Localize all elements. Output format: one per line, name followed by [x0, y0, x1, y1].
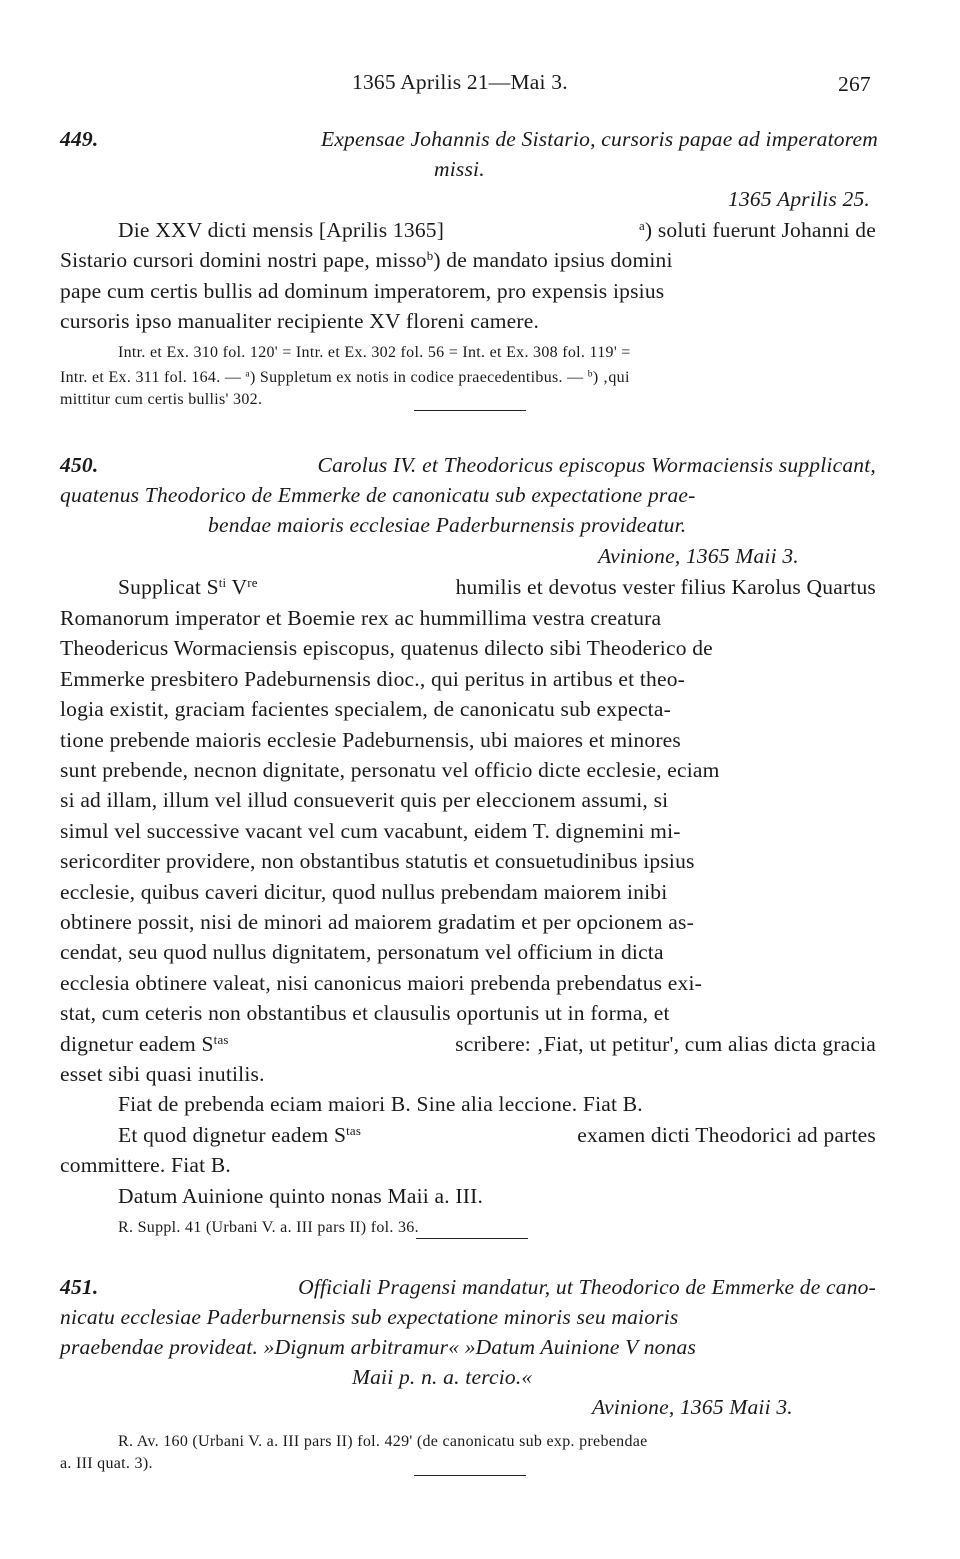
- superscript: ti: [218, 575, 227, 590]
- body-text: dignetur eadem S: [60, 1032, 214, 1056]
- entry-450-date: Avinione, 1365 Maii 3.: [598, 544, 799, 568]
- entry-450-title-line: quatenus Theodorico de Emmerke de canonicatu sub expectatione prae-: [60, 483, 696, 507]
- entry-451-number: 451.: [60, 1275, 99, 1299]
- entry-449-title-line: missi.: [434, 157, 485, 181]
- body-line: tione prebende maioris ecclesie Padeburnensis, ubi maiores et minores: [60, 728, 681, 752]
- body-line: sunt prebende, necnon dignitate, personatu vel officio dicte ecclesie, eciam: [60, 758, 720, 782]
- body-text: V: [226, 575, 248, 599]
- body-line: pape cum certis bullis ad dominum imperatorem, pro expensis ipsius: [60, 279, 665, 303]
- source-note: a. III quat. 3).: [60, 1455, 153, 1472]
- note-text: ) Suppletum ex notis in codice praecedentibus. —: [249, 369, 588, 386]
- source-note: R. Av. 160 (Urbani V. a. III pars II) fol. 429' (de canonicatu sub exp. prebendae: [118, 1433, 648, 1450]
- body-text: scribere: ‚Fiat, ut petitur', cum alias dicta gracia: [455, 1032, 876, 1056]
- footnote-marker: a: [638, 218, 645, 233]
- superscript: tas: [346, 1123, 362, 1138]
- separator-rule: [414, 410, 526, 411]
- footnote-marker: a: [245, 368, 250, 380]
- superscript: re: [247, 575, 258, 590]
- body-line: Fiat de prebenda eciam maiori B. Sine alia leccione. Fiat B.: [118, 1092, 643, 1116]
- body-line: obtinere possit, nisi de minori ad maiorem gradatim et per opcionem as-: [60, 910, 694, 934]
- body-line: [118, 220, 876, 242]
- entry-451-title-line: praebendae provideat. »Dignum arbitramur« »Datum Auinione V nonas: [60, 1335, 697, 1359]
- source-note: R. Suppl. 41 (Urbani V. a. III pars II) fol. 36.: [118, 1219, 419, 1236]
- body-text: Die XXV dicti mensis [Aprilis 1365]: [118, 218, 445, 242]
- note-text: Intr. et Ex. 311 fol. 164. —: [60, 369, 246, 386]
- body-text: examen dicti Theodorici ad partes: [577, 1123, 876, 1147]
- note-text: ) ‚qui: [592, 369, 630, 386]
- body-text: Et quod dignetur eadem S: [118, 1123, 347, 1147]
- body-line: sericorditer providere, non obstantibus statutis et consuetudinibus ipsius: [60, 849, 695, 873]
- superscript: tas: [213, 1032, 229, 1047]
- entry-449-number: 449.: [60, 127, 99, 151]
- body-line: [118, 577, 876, 599]
- footnote-marker: b: [426, 248, 434, 263]
- body-line: Theodericus Wormaciensis episcopus, quatenus dilecto sibi Theoderico de: [60, 636, 713, 660]
- separator-rule: [414, 1475, 526, 1476]
- body-line: esset sibi quasi inutilis.: [60, 1062, 265, 1086]
- entry-450-number: 450.: [60, 453, 99, 477]
- body-line: cursoris ipso manualiter recipiente XV floreni camere.: [60, 309, 540, 333]
- body-line: Romanorum imperator et Boemie rex ac hummillima vestra creatura: [60, 606, 662, 630]
- entry-449-title-line: Expensae Johannis de Sistario, cursoris papae ad imperatorem: [320, 127, 878, 151]
- body-line: ecclesia obtinere valeat, nisi canonicus maiori prebenda prebendatus exi-: [60, 971, 703, 995]
- entry-450-title-line: Carolus IV. et Theodoricus episcopus Wormaciensis supplicant,: [317, 453, 876, 477]
- entry-449-date: 1365 Aprilis 25.: [728, 187, 870, 211]
- body-line: committere. Fiat B.: [60, 1153, 231, 1177]
- body-line: Emmerke presbitero Padeburnensis dioc., qui peritus in artibus et theo-: [60, 667, 686, 691]
- page-number: 267: [838, 72, 871, 96]
- running-title: 1365 Aprilis 21—Mai 3.: [352, 70, 568, 94]
- separator-rule: [416, 1238, 528, 1239]
- body-text: ) de mandato ipsius domini: [433, 248, 673, 272]
- body-line: stat, cum ceteris non obstantibus et clausulis oportunis ut in forma, et: [60, 1001, 670, 1025]
- body-line: [60, 1034, 876, 1056]
- body-line: simul vel successive vacant vel cum vacabunt, eidem T. dignemini mi-: [60, 819, 681, 843]
- body-text: Supplicat S: [118, 575, 219, 599]
- entry-450-title-line: bendae maioris ecclesiae Paderburnensis provideatur.: [208, 513, 687, 537]
- body-line: si ad illam, illum vel illud consueverit quis per eleccionem assumi, si: [60, 788, 669, 812]
- source-note: [60, 370, 630, 386]
- entry-451-heading: [60, 1277, 876, 1299]
- entry-451-title-line: Maii p. n. a. tercio.«: [352, 1365, 533, 1389]
- entry-451-title-line: Officiali Pragensi mandatur, ut Theodorico de Emmerke de cano-: [298, 1275, 876, 1299]
- body-line: ecclesie, quibus caveri dicitur, quod nullus prebendam maiorem inibi: [60, 880, 668, 904]
- entry-450-heading: [60, 455, 876, 477]
- source-note: Intr. et Ex. 310 fol. 120' = Intr. et Ex. 302 fol. 56 = Int. et Ex. 308 fol. 119' =: [118, 344, 631, 361]
- entry-449-heading: [60, 129, 878, 151]
- entry-451-date: Avinione, 1365 Maii 3.: [592, 1395, 793, 1419]
- body-text: Sistario cursori domini nostri pape, misso: [60, 248, 427, 272]
- body-line: logia existit, graciam facientes specialem, de canonicatu sub expecta-: [60, 697, 671, 721]
- body-line: Datum Auinione quinto nonas Maii a. III.: [118, 1184, 484, 1208]
- body-line: cendat, seu quod nullus dignitatem, personatum vel officium in dicta: [60, 940, 664, 964]
- entry-451-title-line: nicatu ecclesiae Paderburnensis sub expectatione minoris seu maioris: [60, 1305, 679, 1329]
- footnote-marker: b: [587, 368, 593, 380]
- body-line: [118, 1125, 876, 1147]
- source-note: mittitur cum certis bullis' 302.: [60, 391, 263, 408]
- body-text: ) soluti fuerunt Johanni de: [644, 218, 876, 242]
- body-line: [60, 250, 876, 272]
- body-text: humilis et devotus vester filius Karolus Quartus: [455, 575, 876, 599]
